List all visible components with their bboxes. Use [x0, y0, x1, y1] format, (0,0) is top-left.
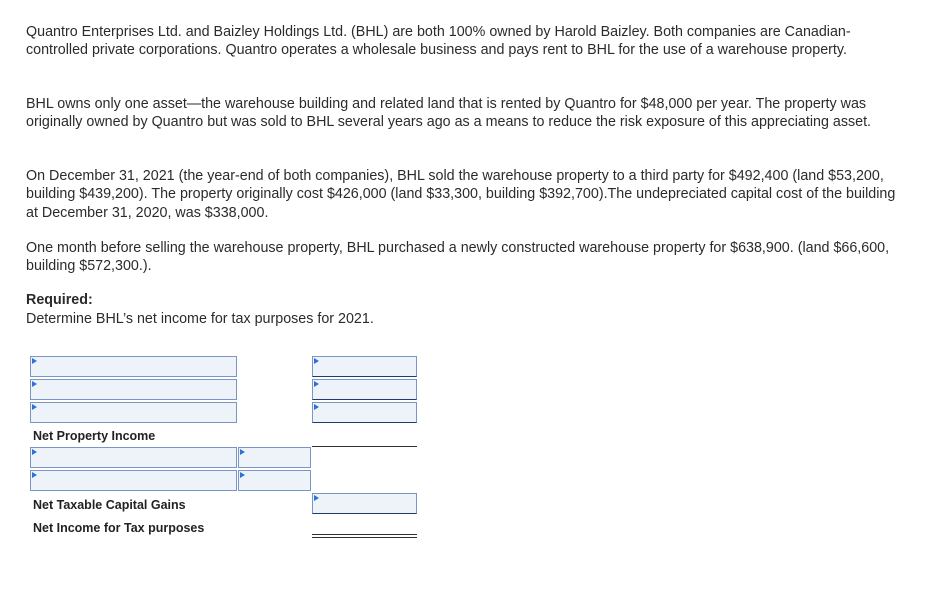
problem-paragraph-2: BHL owns only one asset—the warehouse building and related land that is rented by Quantro for $48,000 per year. The property was originally owned by Quantro but was sold to BHL several years ago as a means to reduce the risk exposure of this appreciating asset. — [26, 96, 872, 131]
property-row2-amount-input[interactable] — [312, 379, 417, 400]
gains-row2-label-input[interactable] — [30, 470, 237, 491]
property-row2-label-input[interactable] — [30, 379, 237, 400]
net-property-income-total-line — [312, 446, 417, 447]
net-taxable-capital-gains-amount-input[interactable] — [312, 493, 417, 514]
required-instruction: Determine BHL’s net income for tax purposes for 2021. — [26, 311, 374, 327]
problem-paragraph-3: On December 31, 2021 (the year-end of both companies), BHL sold the warehouse property to a third party for $492,400 (land $53,200, building $439,200). The property originally cost $426,000 (land $33,300, building $392,700).The undepreciated capital cost of the building at December 31, 2020, was $338,000. — [26, 168, 896, 221]
property-row1-label-input[interactable] — [30, 356, 237, 377]
property-row1-amount-input[interactable] — [312, 356, 417, 377]
property-row3-label-input[interactable] — [30, 402, 237, 423]
property-row3-amount-input[interactable] — [312, 402, 417, 423]
required-heading: Required: — [26, 292, 93, 308]
problem-paragraph-4: One month before selling the warehouse property, BHL purchased a newly constructed warehouse property for $638,900. (land $66,600, building $572,300.). — [26, 240, 890, 275]
net-income-double-underline-bottom — [312, 537, 417, 538]
problem-paragraph-1: Quantro Enterprises Ltd. and Baizley Holdings Ltd. (BHL) are both 100% owned by Harold Baizley. Both companies are Canadian-controlled private corporations. Quantro operates a wholesale business and pays rent to BHL for the use of a warehouse property. — [26, 24, 851, 59]
net-taxable-capital-gains-label: Net Taxable Capital Gains — [33, 498, 186, 512]
net-income-double-underline-top — [312, 534, 417, 535]
gains-row1-amount-input[interactable] — [238, 447, 311, 468]
gains-row2-amount-input[interactable] — [238, 470, 311, 491]
gains-row1-label-input[interactable] — [30, 447, 237, 468]
net-income-for-tax-label: Net Income for Tax purposes — [33, 521, 205, 535]
net-property-income-label: Net Property Income — [33, 429, 156, 443]
